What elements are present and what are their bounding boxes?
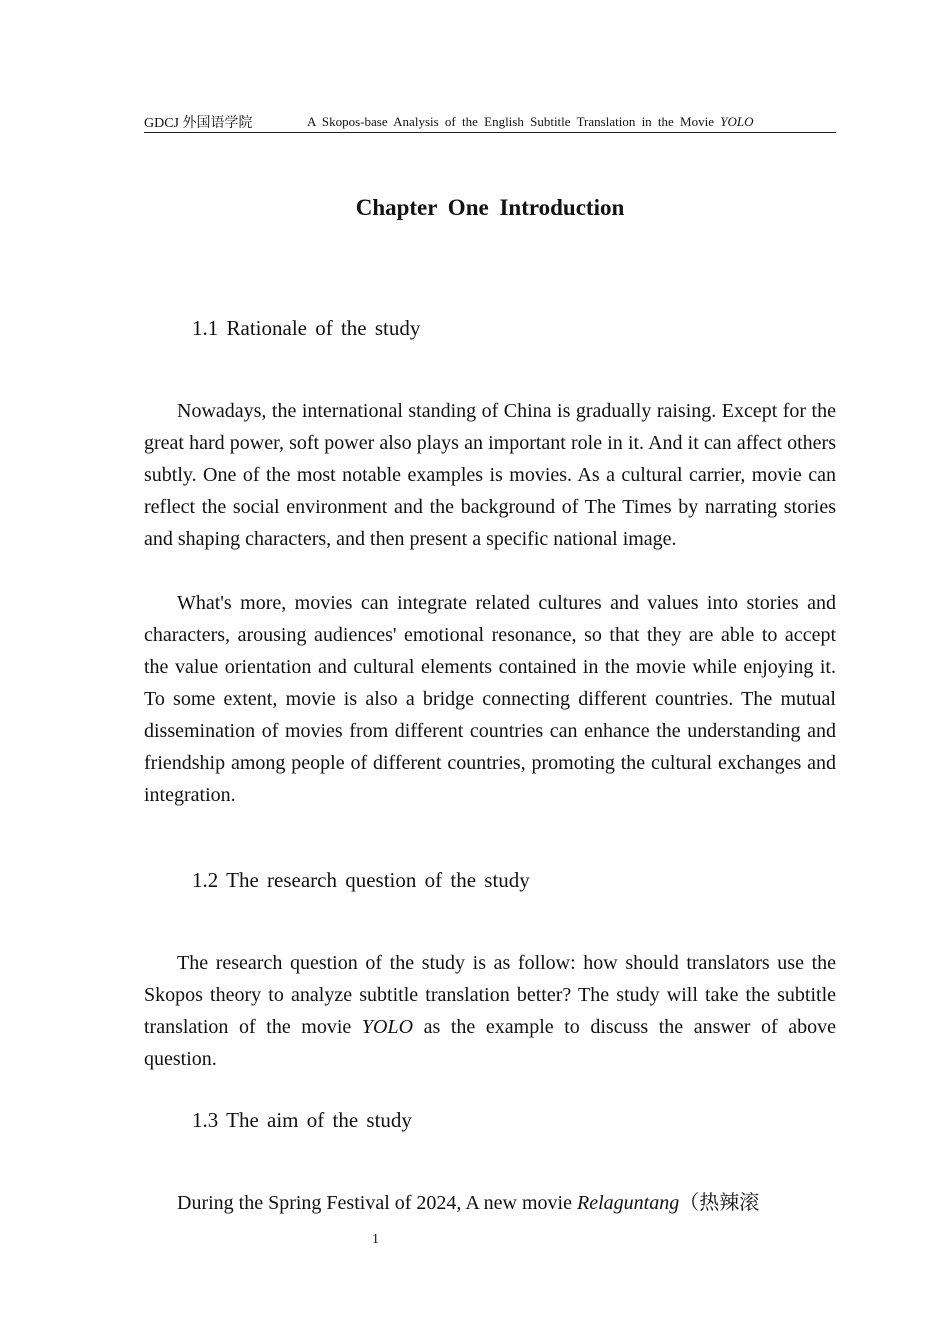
header-title-italic: YOLO (720, 114, 754, 129)
paragraph-1-3 (144, 1187, 836, 1219)
paragraph-1-3-text-a: During the Spring Festival of 2024, A new movie (177, 1192, 572, 1214)
paragraph-1-1-a: Nowadays, the international standing of China is gradually raising. Except for the great hard power, soft power also plays an important role in it. And it can affect others subtly. One of the most notable examples is movies. As a cultural carrier, movie can reflect the social environment and the background of The Times by narrating stories and shaping characters, and then present a specific national image. (144, 400, 836, 550)
chapter-title: Chapter One Introduction (355, 195, 625, 220)
header-paper-title (307, 114, 754, 130)
page-number: 1 (372, 1232, 379, 1247)
movie-title-yolo: YOLO (361, 1016, 414, 1038)
running-header (144, 112, 836, 133)
paragraph-1-1-b: What's more, movies can integrate related cultures and values into stories and characters, arousing audiences' emotional resonance, so that they are able to accept the value orientation and cultural elements contained in the movie while enjoying it. To some extent, movie is also a bridge connecting different countries. The mutual dissemination of movies from different countries can enhance the understanding and friendship among people of different countries, promoting the cultural exchanges and integration. (144, 592, 836, 806)
header-institution: GDCJ 外国语学院 (144, 116, 253, 131)
movie-title-relaguntang: Relaguntang (576, 1192, 680, 1214)
section-heading-1-1: 1.1 Rationale of the study (192, 316, 421, 340)
section-heading-1-3: 1.3 The aim of the study (192, 1108, 412, 1132)
header-title-text: A Skopos-base Analysis of the English Subtitle Translation in the Movie (307, 114, 714, 129)
paragraph-1-2 (144, 947, 836, 1075)
paragraph-1-2-text-a: The research question of the study is as follow: how should translators use the Skopos theory to analyze subtitle translation better? The study will take the subtitle translation of the movie (144, 952, 836, 1038)
section-heading-1-2: 1.2 The research question of the study (192, 868, 530, 892)
paragraph-1-2-text-b: as the example to discuss the answer of above question. (144, 1016, 836, 1070)
paragraph-1-3-text-b: （热辣滚 (679, 1192, 760, 1214)
